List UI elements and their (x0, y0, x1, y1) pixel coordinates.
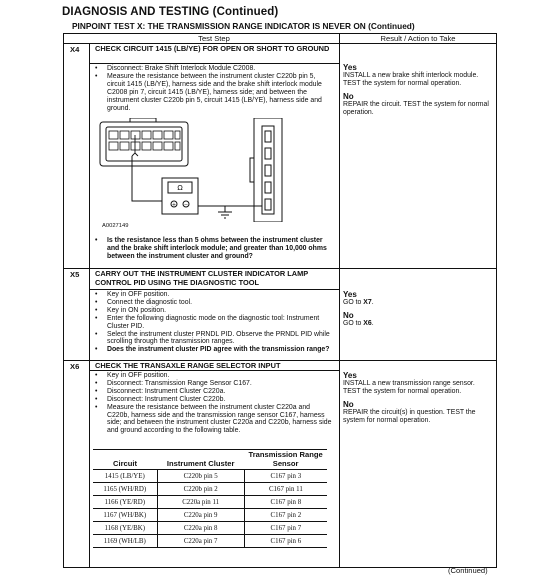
instruction-item: • Key in OFF position. (93, 372, 333, 380)
table-row (93, 483, 327, 496)
cell-circuit: 1169 (WH/LB) (93, 535, 157, 548)
circuit-pin-table (93, 449, 327, 548)
instruction-item: • Measure the resistance between the instrument cluster C220a and C220b, harness side and the transmission range sensor C167, harness side; and between the instrument cluster C220a and C220b, harness side and ground according to the following table. (93, 404, 333, 436)
result-yes-label: Yes (343, 63, 357, 72)
result-no-label: No (343, 399, 354, 409)
step-x4-question (93, 237, 333, 261)
step-number-x4: X4 (70, 45, 80, 54)
step-x4-instructions (93, 65, 333, 112)
cell-sensor-pin: C167 pin 3 (244, 470, 327, 483)
step-link-x7[interactable]: X7 (363, 299, 372, 306)
instruction-item: • Select the instrument cluster PRNDL PID. Observe the PRNDL PID while scrolling through the transmission ranges. (93, 331, 333, 347)
step-title-x6: CHECK THE TRANSAXLE RANGE SELECTOR INPUT (95, 361, 281, 370)
instruction-item: • Key in OFF position. (93, 291, 333, 299)
instruction-item: • Disconnect: Instrument Cluster C220a. (93, 388, 333, 396)
result-yes-text: INSTALL a new brake shift interlock module. TEST the system for normal operation. (343, 72, 479, 87)
result-no-text: REPAIR the circuit. TEST the system for normal operation. (343, 100, 489, 116)
step-title-x4: CHECK CIRCUIT 1415 (LB/YE) FOR OPEN OR SHORT TO GROUND (95, 44, 330, 53)
cell-sensor-pin: C167 pin 2 (244, 509, 327, 522)
figure-label: A0027149 (102, 223, 129, 229)
result-no-label: No (343, 91, 354, 101)
step-number-x6: X6 (70, 362, 80, 371)
step-x6-instructions (93, 372, 333, 435)
result-yes-label: Yes (343, 371, 357, 380)
result-yes-label: Yes (343, 290, 357, 299)
cell-cluster-pin: C220a pin 9 (157, 509, 244, 522)
cell-circuit: 1165 (WH/RD) (93, 483, 157, 496)
step-link-x6[interactable]: X6 (363, 319, 372, 327)
table-row (93, 535, 327, 548)
cell-circuit: 1415 (LB/YE) (93, 470, 157, 483)
svg-text:+: + (171, 202, 177, 208)
question-item: • Is the resistance less than 5 ohms between the instrument cluster and the brake shift interlock module; and greater than 10,000 ohms between the instrument cluster and ground? (93, 237, 333, 261)
cell-cluster-pin: C220a pin 11 (157, 496, 244, 509)
cell-circuit: 1168 (YE/BK) (93, 522, 157, 535)
step-number-x5: X5 (70, 270, 80, 279)
step-x5-result (343, 290, 493, 328)
cell-circuit: 1167 (WH/BK) (93, 509, 157, 522)
section-title: DIAGNOSIS AND TESTING (Continued) (62, 6, 279, 18)
cell-cluster-pin: C220a pin 8 (157, 522, 244, 535)
pinpoint-test-title: PINPOINT TEST X: THE TRANSMISSION RANGE INDICATOR IS NEVER ON (Continued) (72, 21, 415, 31)
instruction-item: • Connect the diagnostic tool. (93, 299, 333, 307)
svg-text:−: − (183, 202, 189, 208)
column-header-result: Result / Action to Take (380, 34, 456, 43)
measurement-diagram (90, 118, 338, 222)
step-title-underline (89, 289, 339, 290)
question-item: • Does the instrument cluster PID agree with the transmission range? (93, 346, 333, 354)
cell-sensor-pin: C167 pin 11 (244, 483, 327, 496)
result-yes-text: GO to X7. (343, 299, 374, 306)
result-no-label: No (343, 310, 354, 320)
instruction-item: • Measure the resistance between the instrument cluster C220b pin 5, circuit 1415 (LB/YE), harness side and the brake shift interlock module C2008 pin 7, circuit 1415 (LB/YE), harness side; and between the instrument cluster C220b pin 5, circuit 1415 (LB/YE), harness side and ground. (93, 73, 333, 113)
cell-cluster-pin: C220b pin 2 (157, 483, 244, 496)
cell-circuit: 1166 (YE/RD) (93, 496, 157, 509)
svg-text:Ω: Ω (177, 184, 183, 192)
step-x6-result (343, 371, 493, 425)
result-yes-text: INSTALL a new transmission range sensor. TEST the system for normal operation. (343, 380, 475, 395)
step-title-underline (89, 63, 339, 64)
table-header-row (93, 450, 327, 470)
result-no-prefix: GO to (343, 319, 364, 327)
table-row (93, 509, 327, 522)
continued-label: (Continued) (448, 566, 488, 575)
instruction-item: • Enter the following diagnostic mode on the diagnostic tool: Instrument Cluster PID. (93, 315, 333, 331)
table-row (93, 496, 327, 509)
result-yes-prefix: GO to (343, 299, 364, 306)
col-circuit: Circuit (93, 450, 157, 470)
column-header-test-step: Test Step (198, 34, 230, 43)
instruction-item: • Disconnect: Transmission Range Sensor C167. (93, 380, 333, 388)
cell-cluster-pin: C220a pin 7 (157, 535, 244, 548)
step-x4-result (343, 63, 493, 117)
step-title-underline (89, 370, 339, 371)
col-instrument-cluster: Instrument Cluster (157, 450, 244, 470)
result-no-text: REPAIR the circuit(s) in question. TEST the system for normal operation. (343, 408, 476, 424)
result-no-text: GO to X6. (343, 319, 374, 327)
instruction-item: • Key in ON position. (93, 307, 333, 315)
cell-cluster-pin: C220b pin 5 (157, 470, 244, 483)
instruction-item: • Disconnect: Instrument Cluster C220b. (93, 396, 333, 404)
table-row (93, 522, 327, 535)
step-title-x5: CARRY OUT THE INSTRUMENT CLUSTER INDICATOR LAMP CONTROL PID USING THE DIAGNOSTIC TOOL (95, 269, 309, 287)
cell-sensor-pin: C167 pin 8 (244, 496, 327, 509)
instruction-item: • Disconnect: Brake Shift Interlock Module C2008. (93, 65, 333, 73)
col-divider-result (339, 33, 340, 568)
cell-sensor-pin: C167 pin 7 (244, 522, 327, 535)
cell-sensor-pin: C167 pin 6 (244, 535, 327, 548)
step-x5-instructions (93, 291, 333, 354)
table-row (93, 470, 327, 483)
col-transmission-range-sensor: Transmission Range Sensor (244, 450, 327, 470)
